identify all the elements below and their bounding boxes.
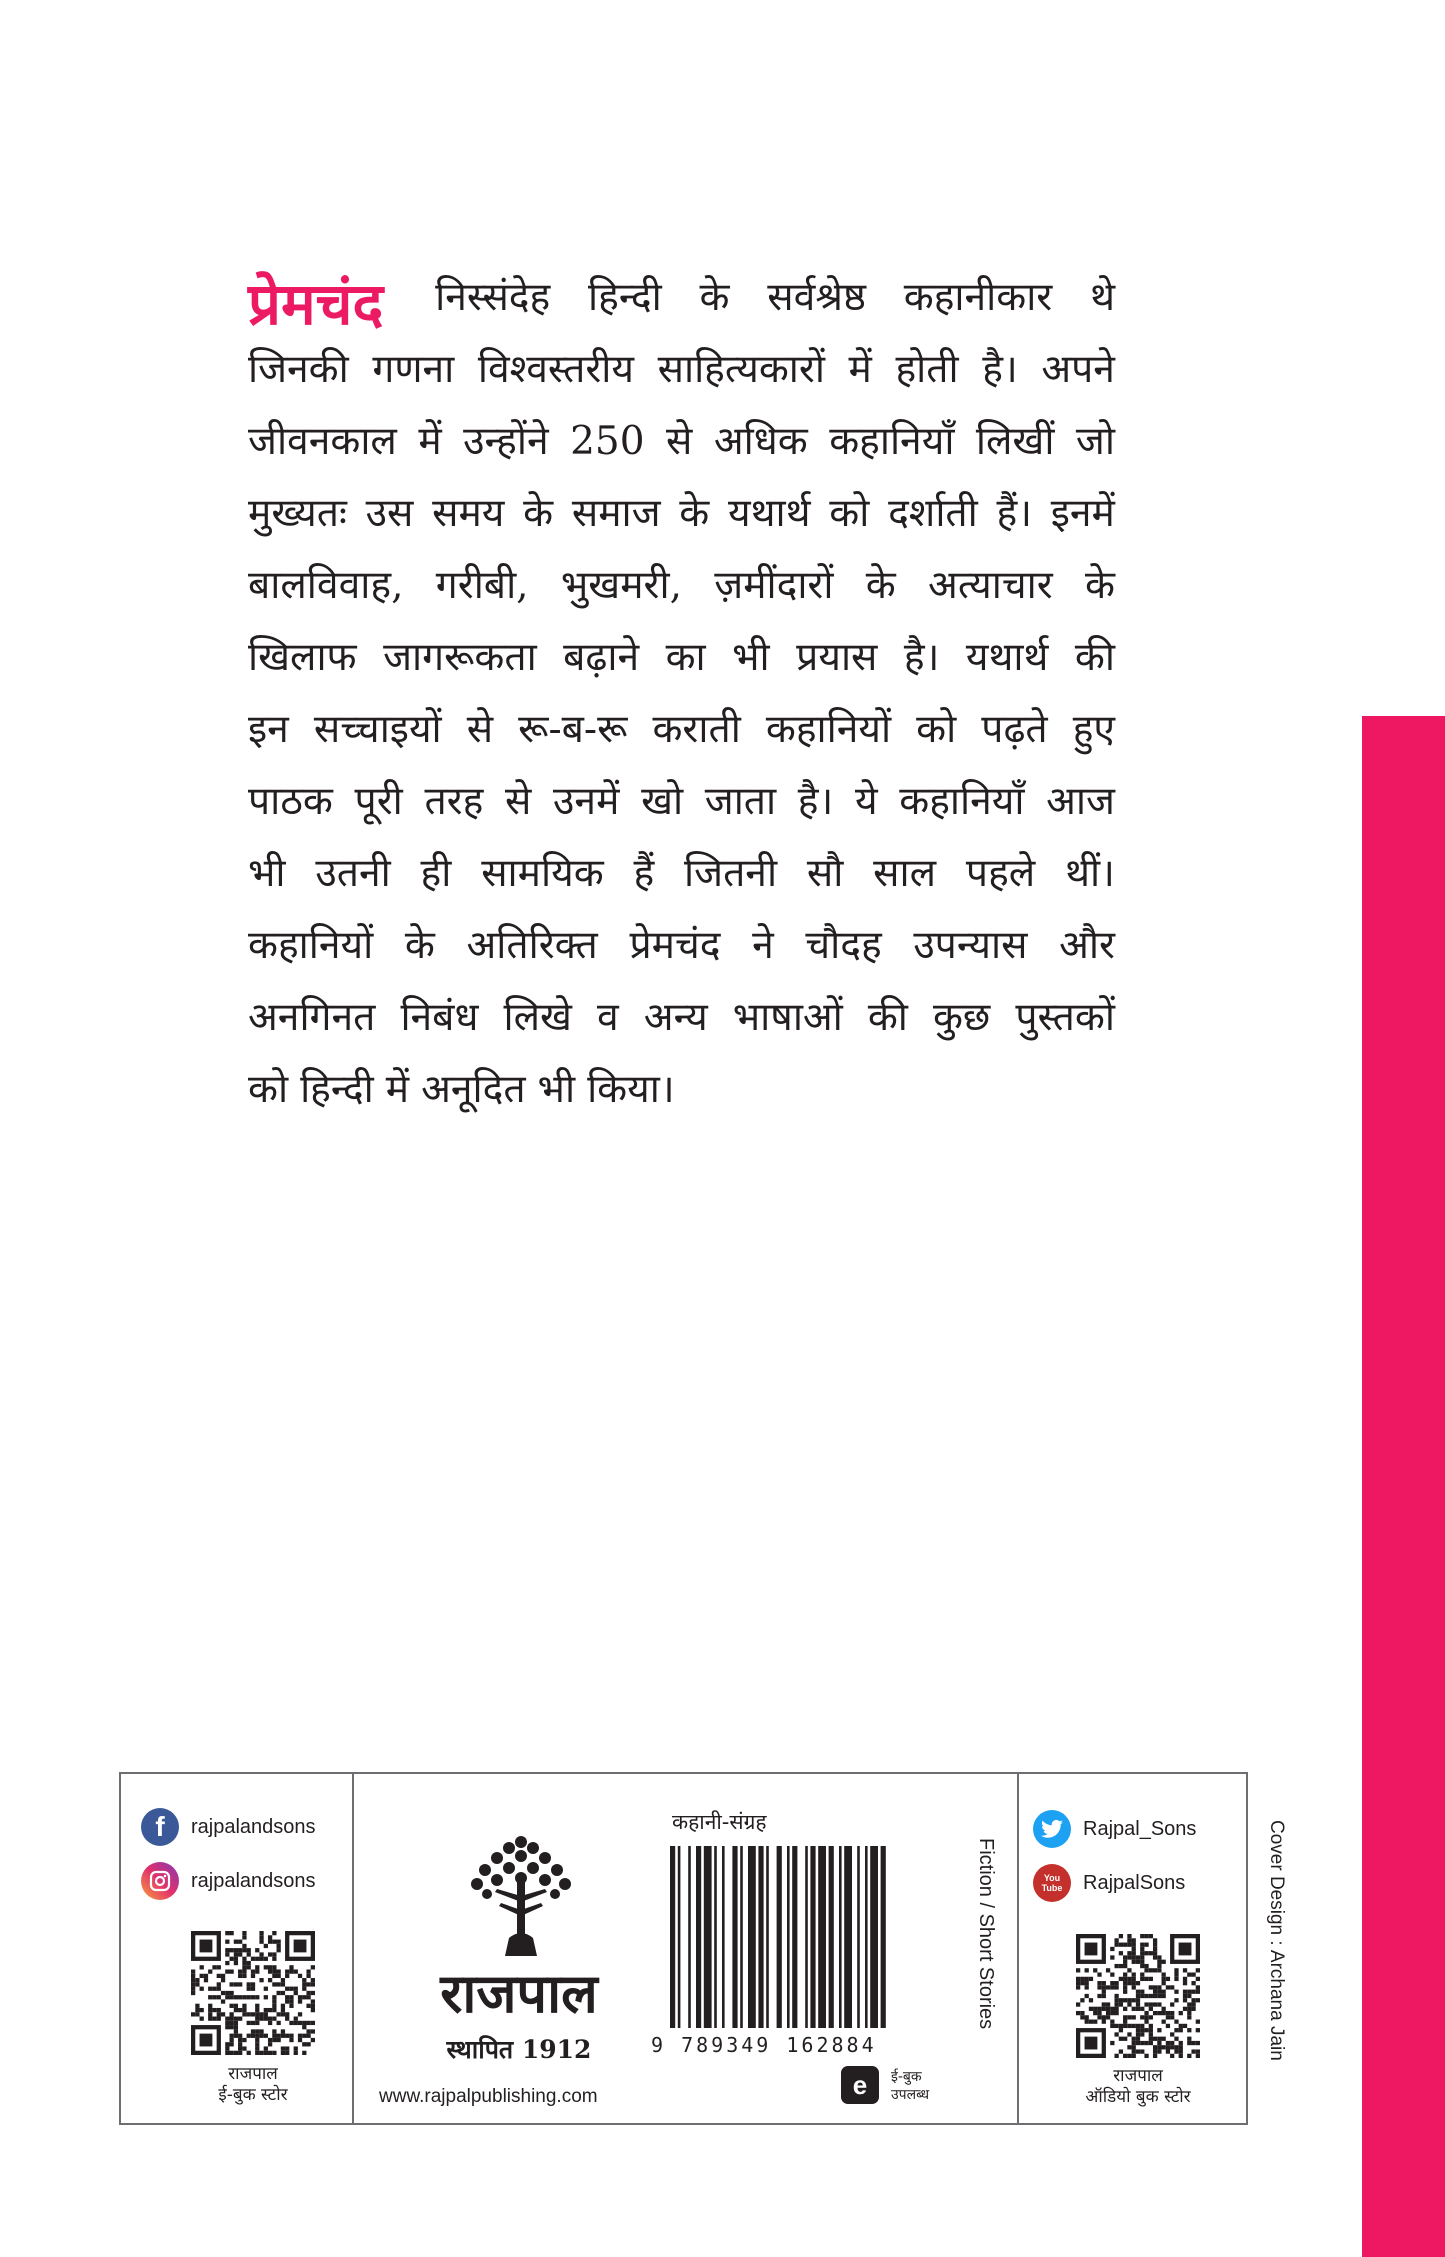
blurb-word: लिखीं bbox=[975, 419, 1055, 464]
blurb-line bbox=[248, 766, 1115, 838]
blurb-word: और bbox=[1059, 923, 1115, 968]
blurb-word: भी bbox=[732, 635, 770, 680]
cover-design-credit: Cover Design : Archana Jain bbox=[1266, 1820, 1287, 2061]
blurb-word: भुखमरी, bbox=[560, 563, 682, 608]
blurb-word: समय bbox=[432, 491, 505, 536]
blurb-word: यथार्थ bbox=[727, 491, 811, 536]
blurb-word: कराती bbox=[652, 707, 741, 752]
genre-english: Fiction / Short Stories bbox=[975, 1838, 997, 2030]
blurb-word: हुए bbox=[1072, 707, 1115, 752]
blurb-word: दर्शाती bbox=[888, 491, 978, 536]
blurb-word: आज bbox=[1046, 779, 1115, 824]
blurb-word: थीं। bbox=[1065, 851, 1115, 896]
blurb-word: से bbox=[666, 419, 693, 464]
back-cover-info-panel bbox=[119, 1772, 1248, 2125]
blurb-word: उनमें bbox=[553, 779, 620, 824]
blurb-word: जीवनकाल bbox=[248, 419, 397, 464]
audiobook-store-caption: राजपाल ऑडियो बुक स्टोर bbox=[1085, 2066, 1191, 2107]
blurb-line bbox=[248, 478, 1115, 550]
blurb-line bbox=[248, 406, 1115, 478]
blurb-word: चौदह bbox=[805, 923, 882, 968]
blurb-word: ही bbox=[420, 851, 452, 896]
blurb-word: जितनी bbox=[684, 851, 778, 896]
blurb-word: खो bbox=[641, 779, 684, 824]
blurb-word: कहानीकार bbox=[903, 275, 1053, 320]
spine-color-band bbox=[1362, 716, 1445, 2257]
blurb-word: बालविवाह, bbox=[248, 563, 404, 608]
blurb-word: की bbox=[1074, 635, 1115, 680]
blurb-word: जाता bbox=[704, 779, 777, 824]
blurb-word: उन्होंने bbox=[463, 419, 549, 464]
twitter-icon bbox=[1033, 1810, 1071, 1848]
blurb-word: बढ़ाने bbox=[563, 635, 640, 680]
blurb-word: रू-ब-रू bbox=[518, 707, 628, 752]
blurb-word: की bbox=[867, 995, 908, 1040]
twitter-link[interactable] bbox=[1033, 1810, 1196, 1848]
blurb-word: को bbox=[829, 491, 870, 536]
blurb-word: इन bbox=[248, 707, 289, 752]
ebook-available-label: ई-बुक उपलब्ध bbox=[891, 2069, 930, 2103]
blurb-word: मुख्यतः bbox=[248, 491, 347, 536]
blurb-word: में bbox=[848, 347, 872, 392]
blurb-line bbox=[248, 550, 1115, 622]
blurb-word: कहानियाँ bbox=[899, 779, 1025, 824]
blurb-word: अत्याचार bbox=[928, 563, 1053, 608]
ebook-store-qr-code[interactable] bbox=[191, 1931, 315, 2055]
author-name: प्रेमचंद bbox=[248, 270, 384, 338]
blurb-word: का bbox=[665, 635, 706, 680]
blurb-word: अन्य bbox=[643, 995, 708, 1040]
established-year: स्थापित 1912 bbox=[446, 2035, 592, 2064]
blurb-word: हिन्दी bbox=[588, 275, 662, 320]
blurb-word: लिखे bbox=[503, 995, 572, 1040]
blurb-word: को bbox=[248, 1067, 289, 1112]
blurb-word: निबंध bbox=[400, 995, 479, 1040]
instagram-link[interactable] bbox=[141, 1862, 316, 1900]
blurb-word: भी bbox=[248, 851, 286, 896]
blurb-word: पुस्तकों bbox=[1015, 995, 1115, 1040]
blurb-word: साहित्यकारों bbox=[657, 347, 825, 392]
youtube-handle: RajpalSons bbox=[1083, 1871, 1186, 1894]
instagram-handle: rajpalandsons bbox=[191, 1869, 316, 1892]
blurb-text bbox=[248, 262, 1115, 1126]
blurb-word: यथार्थ bbox=[965, 635, 1049, 680]
blurb-word: किया। bbox=[587, 1067, 675, 1112]
blurb-line bbox=[248, 622, 1115, 694]
blurb-line bbox=[248, 982, 1115, 1054]
blurb-word: तरह bbox=[424, 779, 484, 824]
twitter-handle: Rajpal_Sons bbox=[1083, 1817, 1197, 1840]
blurb-word: निस्संदेह bbox=[435, 275, 551, 320]
facebook-icon: f bbox=[141, 1808, 179, 1846]
blurb-word: साल bbox=[873, 851, 937, 896]
publisher-logo-wordmark: राजपाल bbox=[440, 1962, 598, 2025]
blurb-word: गणना bbox=[372, 347, 455, 392]
youtube-icon: You Tube bbox=[1033, 1864, 1071, 1902]
blurb-word: से bbox=[466, 707, 494, 752]
genre-hindi: कहानी-संग्रह bbox=[672, 1810, 767, 1834]
facebook-link[interactable] bbox=[141, 1808, 316, 1846]
blurb-line bbox=[248, 262, 1115, 338]
blurb-word: खिलाफ bbox=[248, 635, 357, 680]
blurb-word: अनूदित bbox=[421, 1067, 526, 1112]
blurb-word: उपन्यास bbox=[913, 923, 1028, 968]
ebook-icon: e bbox=[841, 2066, 879, 2104]
blurb-word: उस bbox=[365, 491, 414, 536]
blurb-word: के bbox=[523, 491, 554, 536]
blurb-word: थे bbox=[1090, 275, 1115, 320]
instagram-icon bbox=[141, 1862, 179, 1900]
isbn-barcode bbox=[666, 1846, 966, 2028]
blurb-word: अतिरिक्त bbox=[466, 923, 598, 968]
blurb-word: जागरूकता bbox=[383, 635, 537, 680]
banyan-tree-logo-icon bbox=[469, 1832, 573, 1958]
blurb-word: सच्चाइयों bbox=[313, 707, 442, 752]
blurb-word: के bbox=[699, 275, 730, 320]
blurb-word: पाठक bbox=[248, 779, 333, 824]
blurb-word: अनगिनत bbox=[248, 995, 376, 1040]
blurb-word: में bbox=[385, 1067, 410, 1112]
isbn-number: 9 789349 162884 bbox=[651, 2033, 877, 2057]
blurb-line bbox=[248, 694, 1115, 766]
blurb-word: पूरी bbox=[354, 779, 403, 824]
blurb-line bbox=[248, 334, 1115, 406]
youtube-link[interactable] bbox=[1033, 1864, 1185, 1902]
blurb-word: कहानियाँ bbox=[829, 419, 955, 464]
blurb-word: 250 bbox=[570, 419, 645, 464]
blurb-word: के bbox=[404, 923, 435, 968]
blurb-word: पहले bbox=[965, 851, 1036, 896]
blurb-word: विश्वस्तरीय bbox=[477, 347, 634, 392]
blurb-word: कुछ bbox=[932, 995, 991, 1040]
blurb-word: व bbox=[597, 995, 619, 1040]
blurb-word: सर्वश्रेष्ठ bbox=[767, 275, 866, 320]
blurb-word: ने bbox=[752, 923, 774, 968]
blurb-word: जिनकी bbox=[248, 347, 349, 392]
blurb-word: के bbox=[865, 563, 896, 608]
blurb-line bbox=[248, 838, 1115, 910]
panel-divider bbox=[1017, 1774, 1019, 2123]
website-link[interactable]: www.rajpalpublishing.com bbox=[379, 2086, 598, 2107]
blurb-word: से bbox=[505, 779, 532, 824]
blurb-word: कहानियों bbox=[765, 707, 892, 752]
blurb-word: सौ bbox=[806, 851, 844, 896]
blurb-word: भी bbox=[537, 1067, 576, 1112]
blurb-word: हिन्दी bbox=[300, 1067, 374, 1112]
blurb-line bbox=[248, 1054, 1115, 1126]
blurb-word: अपने bbox=[1041, 347, 1115, 392]
blurb-word: इनमें bbox=[1050, 491, 1115, 536]
blurb-word: जो bbox=[1075, 419, 1115, 464]
blurb-word: है। bbox=[797, 779, 834, 824]
blurb-word: गरीबी, bbox=[435, 563, 529, 608]
blurb-word: कहानियों bbox=[248, 923, 374, 968]
blurb-word: प्रयास bbox=[796, 635, 878, 680]
blurb-word: में bbox=[418, 419, 442, 464]
blurb-word: भाषाओं bbox=[732, 995, 843, 1040]
blurb-word: सामयिक bbox=[481, 851, 604, 896]
blurb-word: पढ़ते bbox=[981, 707, 1048, 752]
blurb-word: अधिक bbox=[713, 419, 808, 464]
blurb-word: के bbox=[1085, 563, 1115, 608]
blurb-word: होती bbox=[895, 347, 959, 392]
blurb-word: उतनी bbox=[315, 851, 391, 896]
blurb-line bbox=[248, 910, 1115, 982]
blurb-word: हैं bbox=[633, 851, 655, 896]
blurb-word: ये bbox=[854, 779, 878, 824]
facebook-handle: rajpalandsons bbox=[191, 1815, 316, 1838]
audiobook-store-qr-code[interactable] bbox=[1076, 1934, 1200, 2058]
blurb-word: को bbox=[916, 707, 957, 752]
blurb-word: ज़मींदारों bbox=[714, 563, 834, 608]
blurb-word: है। bbox=[903, 635, 940, 680]
blurb-word: समाज bbox=[571, 491, 661, 536]
panel-divider bbox=[352, 1774, 354, 2123]
blurb-word: हैं। bbox=[996, 491, 1032, 536]
blurb-word: प्रेमचंद bbox=[629, 923, 721, 968]
blurb-word: के bbox=[679, 491, 710, 536]
blurb-word: है। bbox=[982, 347, 1018, 392]
ebook-store-caption: राजपाल ई-बुक स्टोर bbox=[218, 2064, 288, 2105]
